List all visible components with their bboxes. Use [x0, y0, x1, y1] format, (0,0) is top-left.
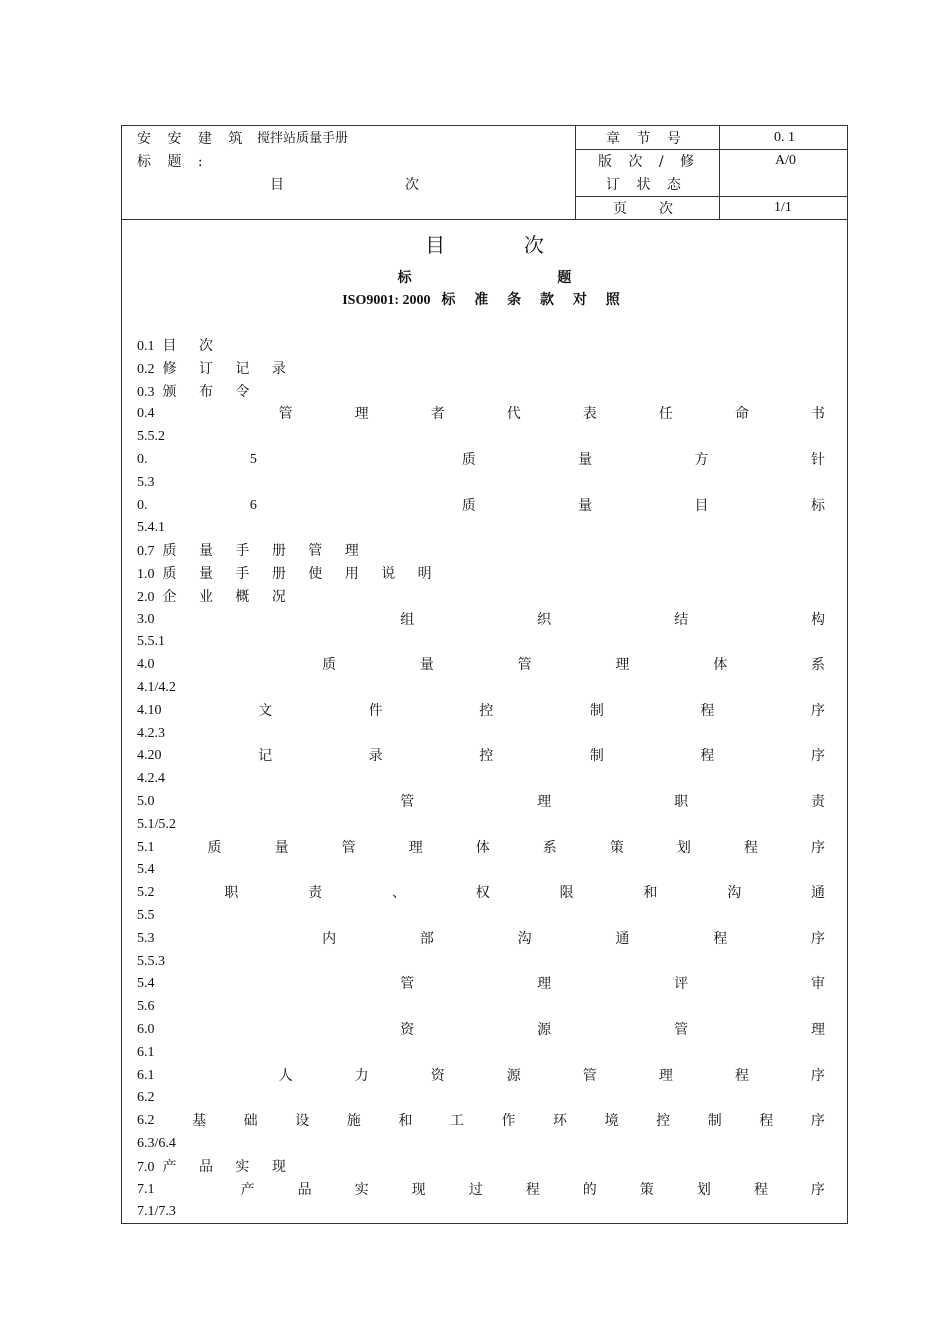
- toc-entry-title-char: 质: [461, 497, 476, 514]
- toc-entry-title-char: 体: [475, 839, 490, 856]
- toc-entry-number: 0.1: [137, 339, 155, 354]
- toc-entry-title-char: 量: [274, 839, 289, 856]
- toc-entry: [137, 567, 441, 582]
- toc-entry-title-char: 划: [676, 839, 691, 856]
- toc-entry-title: 修 订 记 录: [162, 360, 295, 377]
- toc-entry-title-char: 文: [258, 702, 273, 719]
- toc-entry-title-char: 过: [468, 1181, 483, 1198]
- toc-entry-title-char: 职: [224, 885, 239, 902]
- toc-entry-title-char: 程: [525, 1181, 540, 1198]
- toc-entry-clause: 4.2.4: [137, 771, 165, 787]
- toc-entry-title-char: 基: [192, 1113, 207, 1130]
- toc-entry-title-char: 理: [408, 839, 423, 856]
- page-label-part-1: 页: [613, 201, 633, 217]
- toc-entry-title-char: 控: [479, 702, 494, 719]
- toc-entry: [137, 453, 825, 467]
- toc-entry-clause: 5.4: [137, 862, 155, 878]
- toc-entry: [137, 795, 825, 809]
- iso-standard: ISO9001: 2000: [342, 293, 431, 308]
- document-frame: [121, 125, 848, 1224]
- toc-entry-title-char: 标: [810, 497, 825, 514]
- toc-heading: [122, 235, 847, 255]
- toc-entry-title-char: 序: [810, 1067, 825, 1084]
- toc-entry-title: 目 次: [162, 338, 222, 354]
- toc-entry-title-char: 划: [696, 1181, 711, 1198]
- title-value-part-2: 次: [405, 177, 425, 193]
- toc-entry-title-char: 和: [398, 1113, 413, 1130]
- company-name: 安 安 建 筑: [137, 131, 249, 147]
- toc-entry-title-char: 目: [694, 497, 709, 514]
- manual-name: 搅拌站质量手册: [257, 131, 349, 146]
- toc-entry-clause: 4.2.3: [137, 725, 165, 741]
- toc-entry-title-char: 序: [810, 1113, 825, 1130]
- toc-entry-clause: 6.3/6.4: [137, 1136, 176, 1151]
- header-bottom-line: [122, 219, 847, 220]
- toc-entry-title-char: 策: [609, 839, 624, 856]
- toc-entry-number: 7.1: [137, 1181, 155, 1197]
- toc-entry-title-char: 组: [400, 611, 415, 628]
- toc-entry-title-char: 体: [713, 657, 728, 674]
- header-row-line-1: [575, 149, 848, 150]
- toc-entry-number: 6.0: [137, 1022, 155, 1037]
- toc-entry-title-char: 者: [430, 406, 445, 423]
- toc-entry-title-char: 织: [537, 611, 552, 628]
- toc-entry-clause: 5.5.1: [137, 634, 165, 650]
- toc-entry-number: 5.0: [137, 794, 155, 809]
- toc-entry-number: 0.3: [137, 384, 155, 400]
- toc-entry-title-char: 程: [700, 748, 715, 765]
- toc-entry-number: 4.0: [137, 657, 155, 673]
- toc-entry-title-char: 产: [240, 1181, 255, 1198]
- toc-entry-title-char: 品: [297, 1181, 312, 1198]
- toc-entry-title-char: 命: [734, 406, 749, 423]
- toc-entry: [137, 1183, 825, 1197]
- toc-entry-title-char: 制: [589, 702, 604, 719]
- toc-entry-title-char: 资: [400, 1022, 415, 1038]
- page-label-part-2: 次: [659, 201, 679, 217]
- toc-entry-number: 3.0: [137, 611, 155, 627]
- toc-entry-title-char: 责: [308, 885, 323, 902]
- toc-entry: [137, 544, 368, 559]
- toc-entry: [137, 658, 825, 672]
- toc-entry-title: 产 品 实 现: [162, 1158, 295, 1175]
- toc-entry-title-char: 制: [589, 748, 604, 765]
- toc-entry-number: 4.20: [137, 748, 162, 764]
- toc-entry-clause: 6.1: [137, 1044, 155, 1060]
- toc-entry-title-char: 力: [354, 1067, 369, 1084]
- toc-entry: [137, 841, 825, 855]
- toc-entry-clause: 7.1/7.3: [137, 1204, 176, 1220]
- toc-entry-title-char: 现: [411, 1181, 426, 1198]
- column-title-part-2: 题: [557, 270, 572, 286]
- toc-entry-number: 1.0: [137, 567, 155, 582]
- toc-entry-title-char: 管: [278, 406, 293, 423]
- toc-entry-title-char: 管: [517, 657, 532, 674]
- toc-entry: [137, 749, 825, 763]
- version-label-line-1: 版 次 / 修: [598, 154, 701, 170]
- toc-entry-title-char: 序: [810, 702, 825, 719]
- toc-entry-title-char: 管: [674, 1022, 689, 1038]
- toc-heading-part-1: 目: [425, 233, 446, 257]
- toc-entry-title-char: 础: [243, 1113, 258, 1130]
- chapter-label: 章 节 号: [606, 131, 687, 147]
- toc-entry-title-char: 量: [578, 452, 593, 468]
- toc-entry-title-char: 作: [501, 1113, 516, 1130]
- toc-entry-number: 0.: [137, 497, 148, 513]
- header-row-line-2: [575, 196, 848, 197]
- toc-entry-title-char: 构: [810, 611, 825, 628]
- toc-entry: [137, 613, 825, 627]
- chapter-value: 0. 1: [774, 130, 795, 145]
- toc-entry-title-char: 表: [582, 406, 597, 423]
- toc-entry-title-char: 控: [656, 1113, 671, 1130]
- toc-entry-title-char: 实: [354, 1181, 369, 1198]
- toc-entry-title: 质 量 手 册 管 理: [162, 543, 368, 560]
- toc-entry-title-char: 录: [368, 748, 383, 765]
- toc-entry-clause: 5.4.1: [137, 520, 165, 536]
- toc-entry-title-char: 部: [419, 930, 434, 947]
- toc-entry-title-char: 序: [810, 1181, 825, 1198]
- toc-entry: [137, 499, 825, 513]
- toc-heading-part-2: 次: [523, 233, 544, 257]
- column-title: [122, 271, 847, 285]
- toc-entry-title-char: 方: [694, 452, 709, 468]
- toc-entry-number: 6.2: [137, 1113, 155, 1129]
- toc-entry-number: 0.: [137, 452, 148, 467]
- toc-entry-title: 颁 布 令: [162, 383, 259, 400]
- toc-entry-title-char: 6: [249, 497, 257, 513]
- toc-entry-title-char: 程: [734, 1067, 749, 1084]
- toc-entry-title-char: 理: [537, 794, 552, 810]
- toc-entry-title-char: 境: [604, 1113, 619, 1130]
- toc-entry: [137, 1023, 825, 1037]
- toc-entry-clause: 6.2: [137, 1090, 155, 1106]
- toc-entry-title-char: 质: [322, 657, 337, 674]
- toc-entry-title-char: 管: [400, 794, 415, 810]
- toc-entry: [137, 339, 222, 354]
- toc-entry: [137, 407, 825, 421]
- title-value-part-1: 目: [270, 177, 290, 193]
- toc-entry-title-char: 控: [479, 748, 494, 765]
- toc-entry-title-char: 量: [419, 657, 434, 674]
- toc-entry: [137, 590, 295, 605]
- title-label: 标 题 :: [137, 154, 209, 170]
- toc-entry-title-char: 审: [810, 976, 825, 993]
- toc-entry-title-char: 程: [753, 1181, 768, 1198]
- toc-entry-title-char: 职: [674, 794, 689, 810]
- toc-entry-title-char: 书: [810, 406, 825, 423]
- page-value: 1/1: [774, 200, 792, 215]
- header-divider-1: [575, 126, 576, 219]
- toc-entry-title-char: 系: [542, 839, 557, 856]
- toc-entry-clause: 5.6: [137, 999, 155, 1015]
- toc-entry-number: 7.0: [137, 1159, 155, 1175]
- toc-entry-title-char: 责: [810, 794, 825, 810]
- toc-entry-clause: 5.5.2: [137, 429, 165, 445]
- toc-entry: [137, 385, 258, 400]
- toc-entry-title-char: 系: [810, 657, 825, 674]
- toc-entry-title-char: 程: [713, 930, 728, 947]
- toc-entry-number: 0.7: [137, 544, 155, 560]
- toc-entry-clause: 5.5: [137, 908, 155, 923]
- toc-entry: [137, 1160, 295, 1175]
- toc-entry-title-char: 序: [810, 930, 825, 947]
- toc-entry-number: 2.0: [137, 589, 155, 605]
- toc-entry-title-char: 沟: [727, 885, 742, 902]
- toc-entry-title-char: 理: [810, 1022, 825, 1038]
- toc-entry: [137, 1069, 825, 1083]
- toc-entry-title-char: 内: [322, 930, 337, 947]
- toc-entry-clause: 4.1/4.2: [137, 680, 176, 695]
- toc-entry-title-char: 序: [810, 839, 825, 856]
- toc-entry-number: 5.4: [137, 976, 155, 992]
- toc-entry-title-char: 程: [759, 1113, 774, 1130]
- toc-entry-title-char: 评: [674, 976, 689, 993]
- toc-entry-title-char: 记: [258, 748, 273, 765]
- toc-entry-title-char: 策: [639, 1181, 654, 1198]
- toc-entry-title-char: 理: [354, 406, 369, 423]
- header-divider-2: [719, 126, 720, 219]
- toc-entry-title-char: 代: [506, 406, 521, 423]
- toc-entry-title-char: 管: [341, 839, 356, 856]
- toc-entry: [137, 362, 295, 377]
- toc-entry-title-char: 质: [207, 839, 222, 856]
- toc-entry-title-char: 设: [295, 1113, 310, 1130]
- iso-reference-title: [122, 293, 847, 308]
- toc-entry-title-char: 通: [615, 930, 630, 947]
- toc-entry: [137, 1114, 825, 1128]
- toc-entry-clause: 5.3: [137, 474, 155, 490]
- toc-entry-title-char: 质: [461, 452, 476, 468]
- toc-entry-number: 0.4: [137, 406, 155, 422]
- toc-entry-title-char: 件: [368, 702, 383, 719]
- toc-entry-title-char: 源: [537, 1022, 552, 1038]
- toc-entry-title-char: 程: [700, 702, 715, 719]
- toc-entry-title-char: 结: [674, 611, 689, 628]
- toc-entry: [137, 704, 825, 718]
- toc-entry-title-char: 量: [578, 497, 593, 514]
- toc-entry-title-char: 理: [615, 657, 630, 674]
- toc-entry-title: 企 业 概 况: [162, 588, 295, 605]
- toc-entry-title: 质 量 手 册 使 用 说 明: [162, 566, 441, 582]
- toc-entry-title-char: 和: [643, 885, 658, 902]
- toc-entry-clause: 5.1/5.2: [137, 816, 176, 832]
- version-label-line-2: 订 状 态: [606, 177, 687, 193]
- toc-entry-number: 5.1: [137, 839, 155, 855]
- toc-entry-title-char: 管: [582, 1067, 597, 1084]
- toc-entry-title-char: 理: [658, 1067, 673, 1084]
- toc-entry-title-char: 的: [582, 1181, 597, 1198]
- toc-entry-title-char: 资: [430, 1067, 445, 1084]
- toc-entry-title-char: 通: [811, 885, 825, 902]
- toc-entry-number: 0.2: [137, 361, 155, 377]
- toc-entry-number: 5.3: [137, 930, 155, 946]
- toc-entry-title-char: 5: [249, 452, 257, 467]
- toc-entry: [137, 977, 825, 991]
- toc-entry-title-char: 源: [506, 1067, 521, 1084]
- iso-clause-label: 标 准 条 款 对 照: [441, 292, 627, 308]
- toc-entry-number: 5.2: [137, 885, 155, 901]
- toc-entry: [137, 932, 825, 946]
- toc-entry-title-char: 人: [278, 1067, 293, 1084]
- toc-entry-clause: 5.5.3: [137, 953, 165, 969]
- toc-entry-title-char: 施: [346, 1113, 361, 1130]
- toc-entry-title-char: 环: [553, 1113, 567, 1130]
- toc-entry-title-char: 序: [810, 748, 825, 765]
- toc-entry-number: 4.10: [137, 702, 162, 718]
- toc-entry-title-char: 任: [658, 406, 673, 423]
- toc-entry-title-char: 针: [810, 452, 825, 468]
- toc-entry-number: 6.1: [137, 1067, 155, 1083]
- toc-entry-title-char: 工: [449, 1113, 464, 1130]
- version-value: A/0: [775, 153, 796, 168]
- toc-entry-title-char: 制: [707, 1113, 722, 1130]
- toc-entry-title-char: 、: [391, 885, 406, 902]
- toc-entry-title-char: 权: [475, 885, 490, 902]
- toc-entry-title-char: 沟: [517, 930, 532, 947]
- toc-entry-title-char: 限: [559, 885, 574, 902]
- toc-entry: [137, 886, 825, 900]
- toc-entry-title-char: 程: [743, 839, 758, 856]
- toc-entry-title-char: 理: [537, 976, 552, 993]
- column-title-part-1: 标: [397, 270, 412, 286]
- toc-entry-title-char: 管: [400, 976, 415, 993]
